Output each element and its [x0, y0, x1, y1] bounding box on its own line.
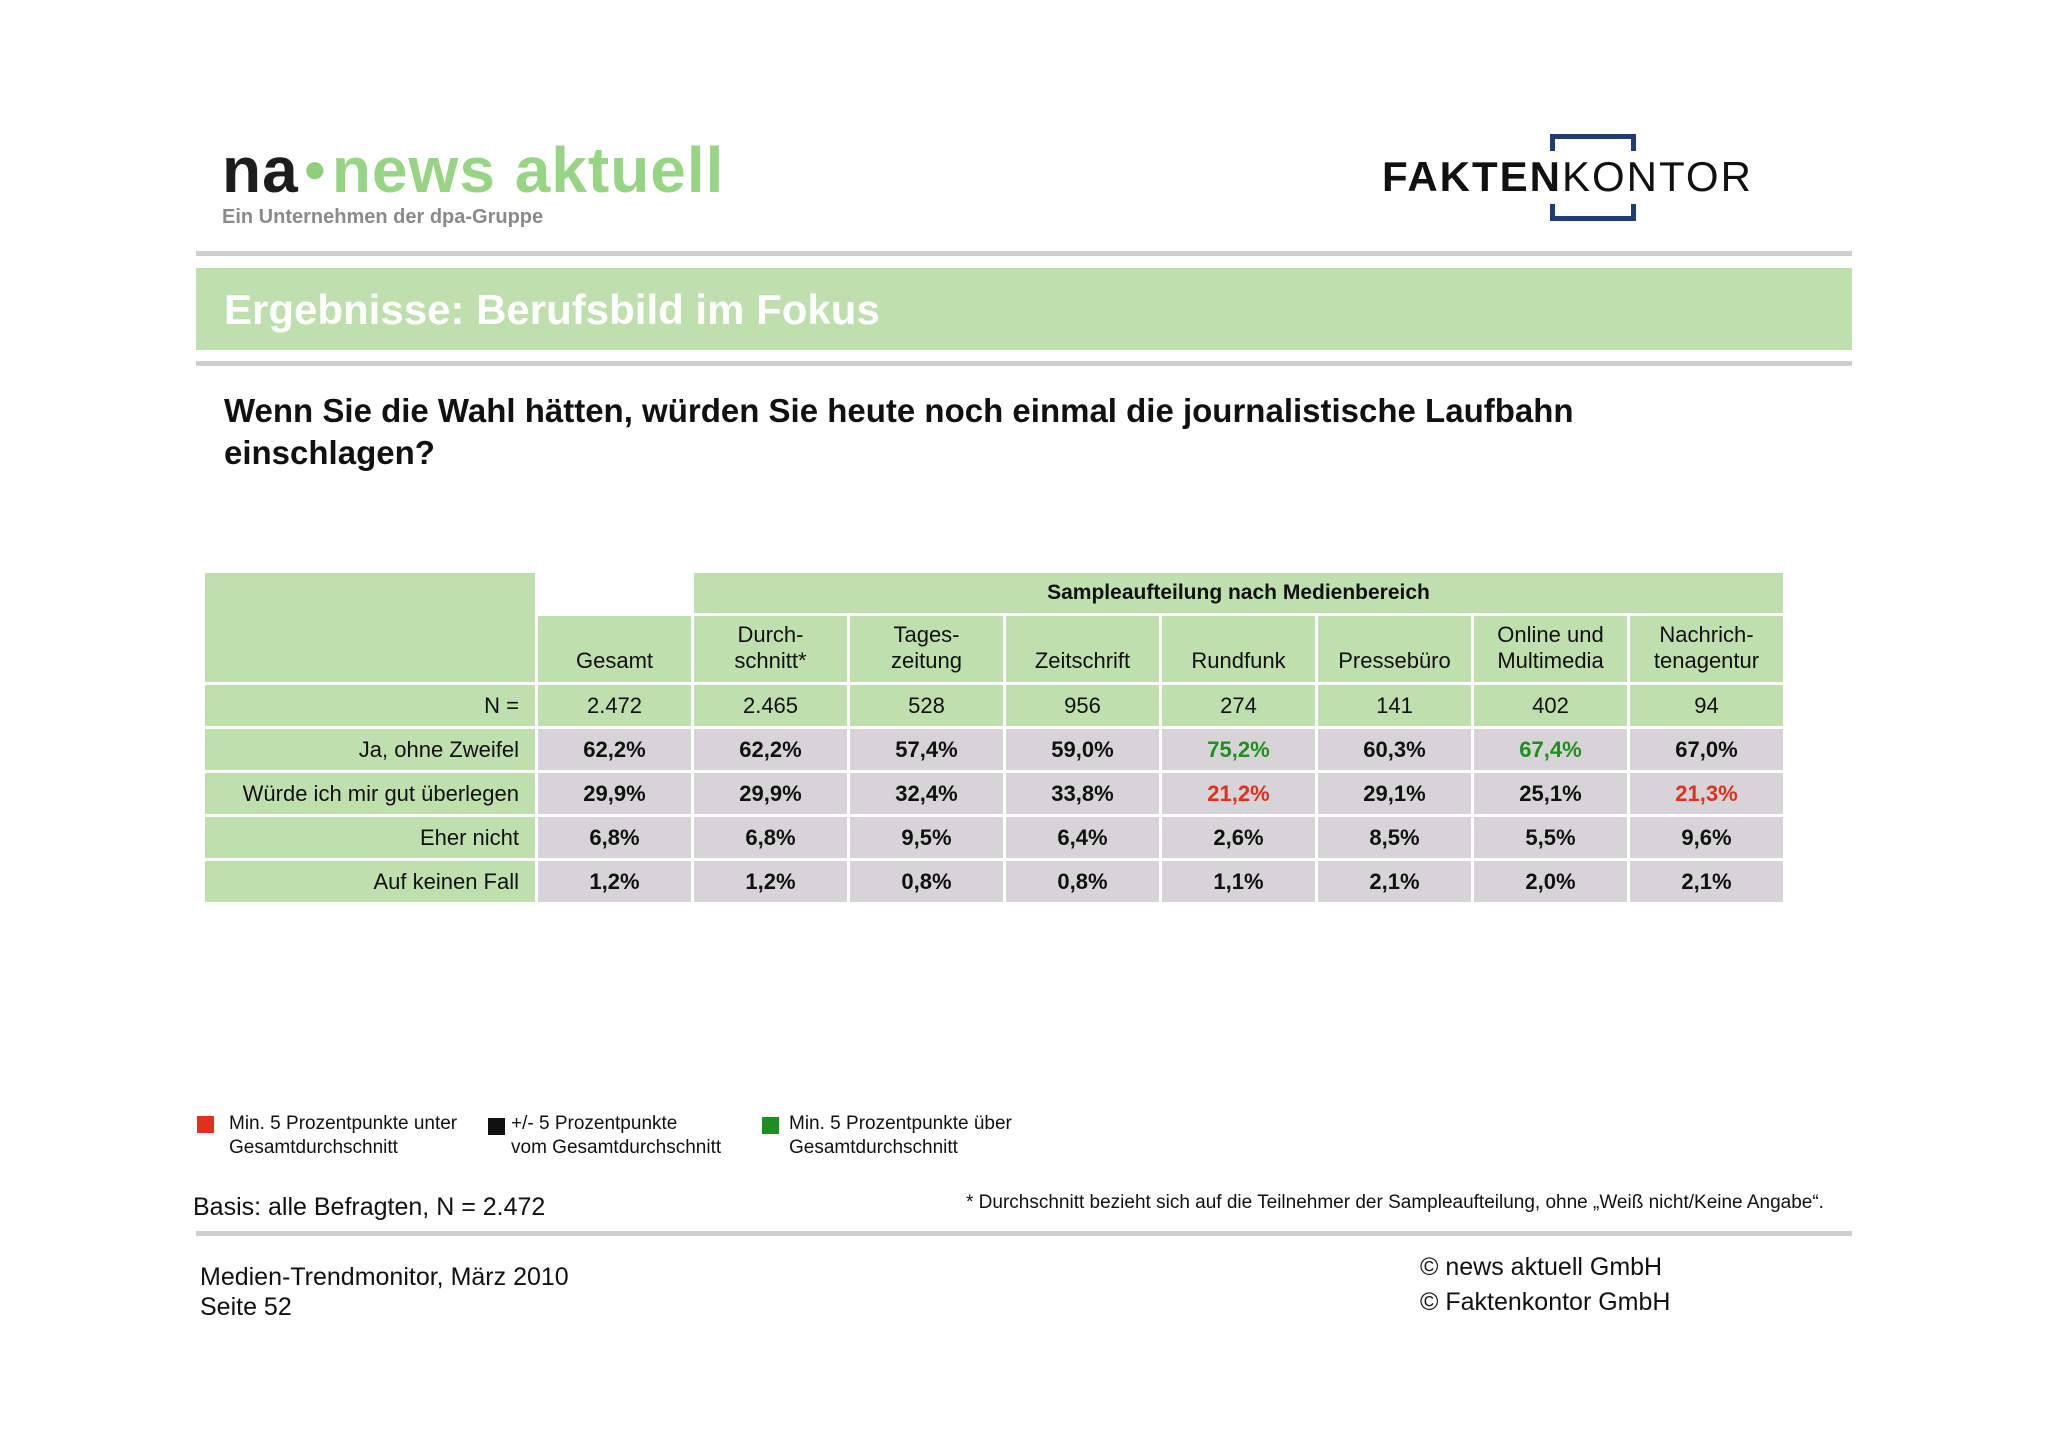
n-value: 956 [1006, 685, 1159, 726]
table-row [205, 861, 1783, 902]
footnote: * Durchschnitt bezieht sich auf die Teilnehmer der Sampleaufteilung, ohne „Weiß nicht/Keine Angabe“. [966, 1192, 1824, 1213]
table-cell: 2,1% [1318, 861, 1471, 902]
results-table [202, 570, 1786, 905]
table-row [205, 773, 1783, 814]
table-cell: 2,0% [1474, 861, 1627, 902]
table-cell: 33,8% [1006, 773, 1159, 814]
legend-item-below [197, 1112, 457, 1160]
page-title: Ergebnisse: Berufsbild im Fokus [224, 286, 880, 333]
divider [196, 251, 1852, 256]
table-cell: 9,6% [1630, 817, 1783, 858]
table-cell: 25,1% [1474, 773, 1627, 814]
row-label: Ja, ohne Zweifel [205, 729, 535, 770]
logo-bracket-bottom-icon [1550, 204, 1636, 221]
row-label: N = [205, 685, 535, 726]
legend-text: Min. 5 Prozentpunkte unter [229, 1113, 458, 1134]
n-value: 2.472 [538, 685, 691, 726]
footer-copyright [1420, 1250, 1670, 1320]
legend-text: +/- 5 Prozentpunkte [511, 1113, 678, 1134]
legend-text: Gesamtdurchschnitt [229, 1137, 398, 1158]
table-cell: 0,8% [850, 861, 1003, 902]
col-header-tageszeitung: Tages- zeitung [850, 616, 1003, 682]
red-square-icon [197, 1116, 214, 1133]
blank-cell [538, 573, 691, 613]
table-cell: 0,8% [1006, 861, 1159, 902]
table-cell: 29,9% [538, 773, 691, 814]
table-cell: 59,0% [1006, 729, 1159, 770]
table-cell: 57,4% [850, 729, 1003, 770]
news-aktuell-logo [222, 134, 725, 229]
black-square-icon [488, 1118, 505, 1135]
table-row [205, 817, 1783, 858]
survey-question: Wenn Sie die Wahl hätten, würden Sie heute noch einmal die journalistische Laufbahn einschlagen? [224, 392, 1574, 471]
legend-item-average [488, 1112, 721, 1160]
copyright-line: © Faktenkontor GmbH [1420, 1288, 1671, 1316]
col-header-durchschnitt: Durch- schnitt* [694, 616, 847, 682]
logo-dot-icon: ● [302, 147, 328, 191]
fk-logo-part2: KONTOR [1562, 153, 1753, 200]
table-cell: 6,8% [538, 817, 691, 858]
na-logo-tagline: Ein Unternehmen der dpa-Gruppe [222, 206, 544, 228]
table-cell: 21,2% [1162, 773, 1315, 814]
table-cell: 67,0% [1630, 729, 1783, 770]
n-value: 2.465 [694, 685, 847, 726]
table-cell: 1,1% [1162, 861, 1315, 902]
table-cell: 29,1% [1318, 773, 1471, 814]
row-label: Eher nicht [205, 817, 535, 858]
page-number: Seite 52 [200, 1293, 292, 1321]
table-row [205, 729, 1783, 770]
green-square-icon [762, 1117, 779, 1134]
title-band [196, 268, 1852, 350]
table-cell: 6,8% [694, 817, 847, 858]
table-cell: 1,2% [694, 861, 847, 902]
faktenkontor-logo [1382, 134, 1794, 220]
table-cell: 9,5% [850, 817, 1003, 858]
footer-title: Medien-Trendmonitor, März 2010 [200, 1263, 569, 1291]
table-cell: 2,1% [1630, 861, 1783, 902]
col-header-rundfunk: Rundfunk [1162, 616, 1315, 682]
legend-text: Min. 5 Prozentpunkte über [789, 1113, 1012, 1134]
n-value: 274 [1162, 685, 1315, 726]
copyright-line: © news aktuell GmbH [1420, 1253, 1663, 1281]
footer-source [200, 1262, 569, 1322]
table-cell: 1,2% [538, 861, 691, 902]
col-header-online: Online und Multimedia [1474, 616, 1627, 682]
na-logo-name: news aktuell [331, 134, 725, 206]
group-header: Sampleaufteilung nach Medienbereich [694, 573, 1783, 613]
fk-logo-part1: FAKTEN [1382, 153, 1562, 200]
na-logo-short: na [222, 134, 299, 206]
table-cell: 32,4% [850, 773, 1003, 814]
n-value: 94 [1630, 685, 1783, 726]
n-value: 528 [850, 685, 1003, 726]
legend-text: vom Gesamtdurchschnitt [511, 1137, 722, 1158]
table-cell: 21,3% [1630, 773, 1783, 814]
table-cell: 67,4% [1474, 729, 1627, 770]
divider [196, 1231, 1852, 1236]
n-value: 402 [1474, 685, 1627, 726]
table-cell: 29,9% [694, 773, 847, 814]
n-value: 141 [1318, 685, 1471, 726]
table-cell: 6,4% [1006, 817, 1159, 858]
table-cell: 62,2% [538, 729, 691, 770]
row-label: Auf keinen Fall [205, 861, 535, 902]
col-header-gesamt: Gesamt [538, 616, 691, 682]
group-header-row [205, 573, 1783, 613]
divider [196, 361, 1852, 366]
n-row [205, 685, 1783, 726]
logo-bracket-top-icon [1550, 134, 1636, 151]
legend-item-above [762, 1112, 1012, 1160]
col-header-nachrichtenagentur: Nachrich- tenagentur [1630, 616, 1783, 682]
table-cell: 5,5% [1474, 817, 1627, 858]
row-label: Würde ich mir gut überlegen [205, 773, 535, 814]
table-cell: 75,2% [1162, 729, 1315, 770]
table-cell: 8,5% [1318, 817, 1471, 858]
col-header-zeitschrift: Zeitschrift [1006, 616, 1159, 682]
col-header-pressebuero: Pressebüro [1318, 616, 1471, 682]
corner-cell [205, 573, 535, 682]
table-cell: 2,6% [1162, 817, 1315, 858]
table-cell: 62,2% [694, 729, 847, 770]
legend-text: Gesamtdurchschnitt [789, 1137, 958, 1158]
table-cell: 60,3% [1318, 729, 1471, 770]
basis-note: Basis: alle Befragten, N = 2.472 [193, 1193, 546, 1221]
